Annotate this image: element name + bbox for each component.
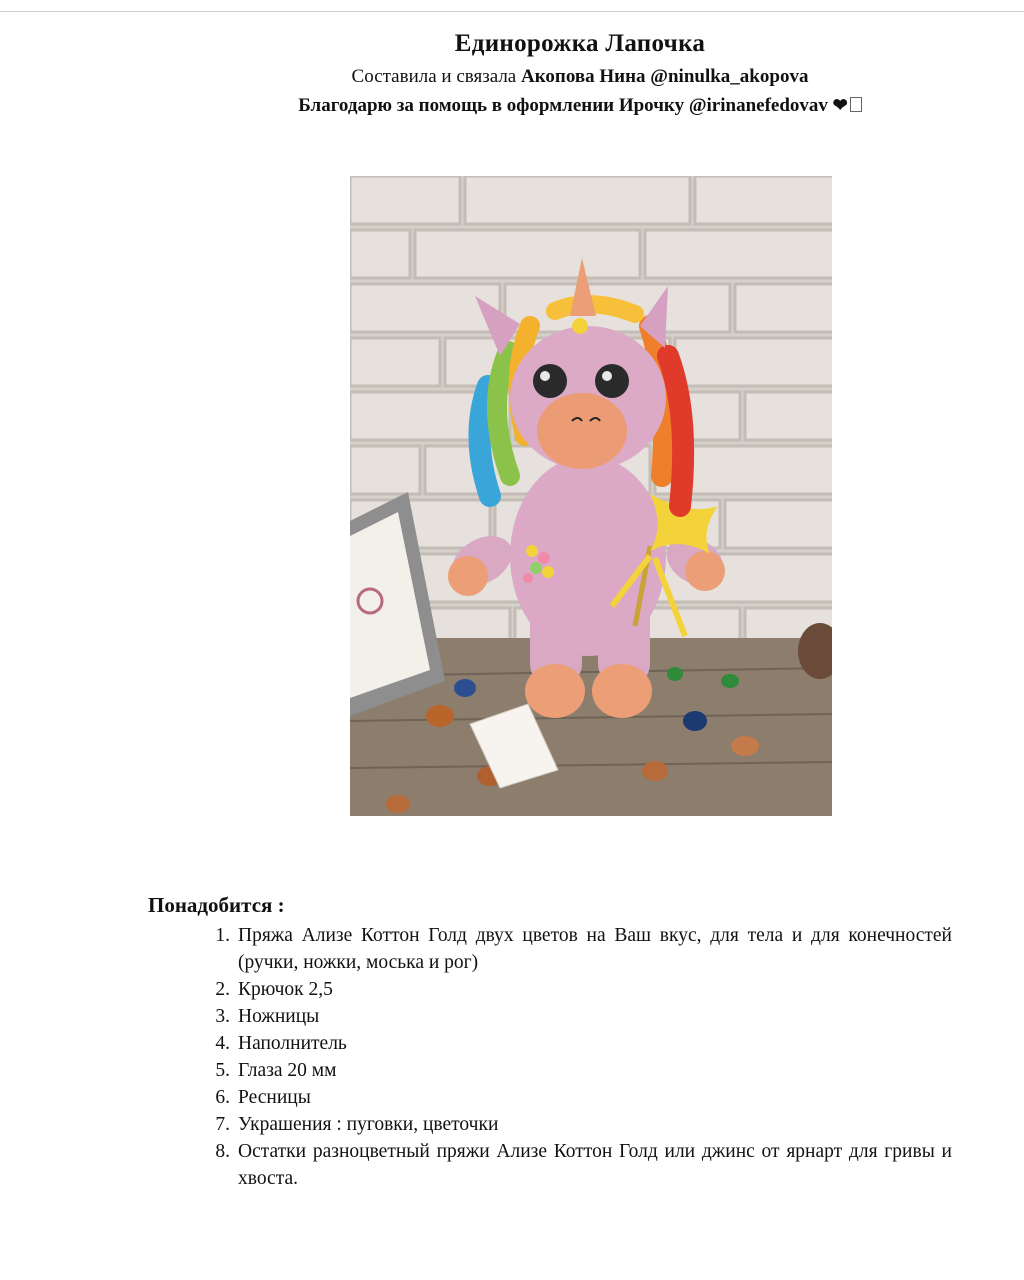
item-text: Ресницы bbox=[238, 1087, 311, 1108]
item-text: Крючок 2,5 bbox=[238, 979, 333, 1000]
missing-glyph-icon bbox=[850, 97, 862, 112]
item-text: Пряжа Ализе Коттон Голд двух цветов на Ваш вкус, для тела и для конечностей (ручки, ножки, моська и рог) bbox=[238, 925, 952, 973]
unicorn-photo bbox=[350, 176, 832, 816]
credit-prefix: Составила и связала bbox=[351, 66, 521, 87]
item-number: 2. bbox=[215, 979, 230, 1000]
item-text: Остатки разноцветный пряжи Ализе Коттон Голд или джинс от ярнарт для гривы и хвоста. bbox=[238, 1141, 952, 1189]
item-text: Ножницы bbox=[238, 1006, 320, 1027]
item-number: 1. bbox=[215, 925, 230, 946]
list-item bbox=[200, 922, 952, 976]
item-text: Наполнитель bbox=[238, 1033, 347, 1054]
item-number: 5. bbox=[215, 1060, 230, 1081]
item-number: 6. bbox=[215, 1087, 230, 1108]
unicorn-photo-illustration bbox=[350, 176, 832, 816]
item-number: 8. bbox=[215, 1141, 230, 1162]
item-number: 7. bbox=[215, 1114, 230, 1135]
list-item bbox=[200, 1084, 952, 1111]
item-text: Глаза 20 мм bbox=[238, 1060, 337, 1081]
heart-icon: ❤ bbox=[832, 95, 848, 115]
list-item bbox=[200, 1030, 952, 1057]
author-credit bbox=[0, 66, 1024, 88]
needs-heading: Понадобится : bbox=[148, 893, 285, 917]
item-number: 4. bbox=[215, 1033, 230, 1054]
thanks-text: Благодарю за помощь в оформлении Ирочку @irinanefedovav bbox=[298, 95, 828, 116]
thanks-line bbox=[0, 95, 1024, 117]
top-divider bbox=[0, 11, 1024, 12]
item-text: Украшения : пуговки, цветочки bbox=[238, 1114, 499, 1135]
list-item bbox=[200, 1003, 952, 1030]
list-item bbox=[200, 1138, 952, 1192]
list-item bbox=[200, 976, 952, 1003]
credit-author: Акопова Нина @ninulka_akopova bbox=[520, 66, 809, 87]
materials-list bbox=[200, 922, 952, 1192]
item-number: 3. bbox=[215, 1006, 230, 1027]
page-title: Единорожка Лапочка bbox=[454, 30, 706, 57]
list-item bbox=[200, 1111, 952, 1138]
list-item bbox=[200, 1057, 952, 1084]
